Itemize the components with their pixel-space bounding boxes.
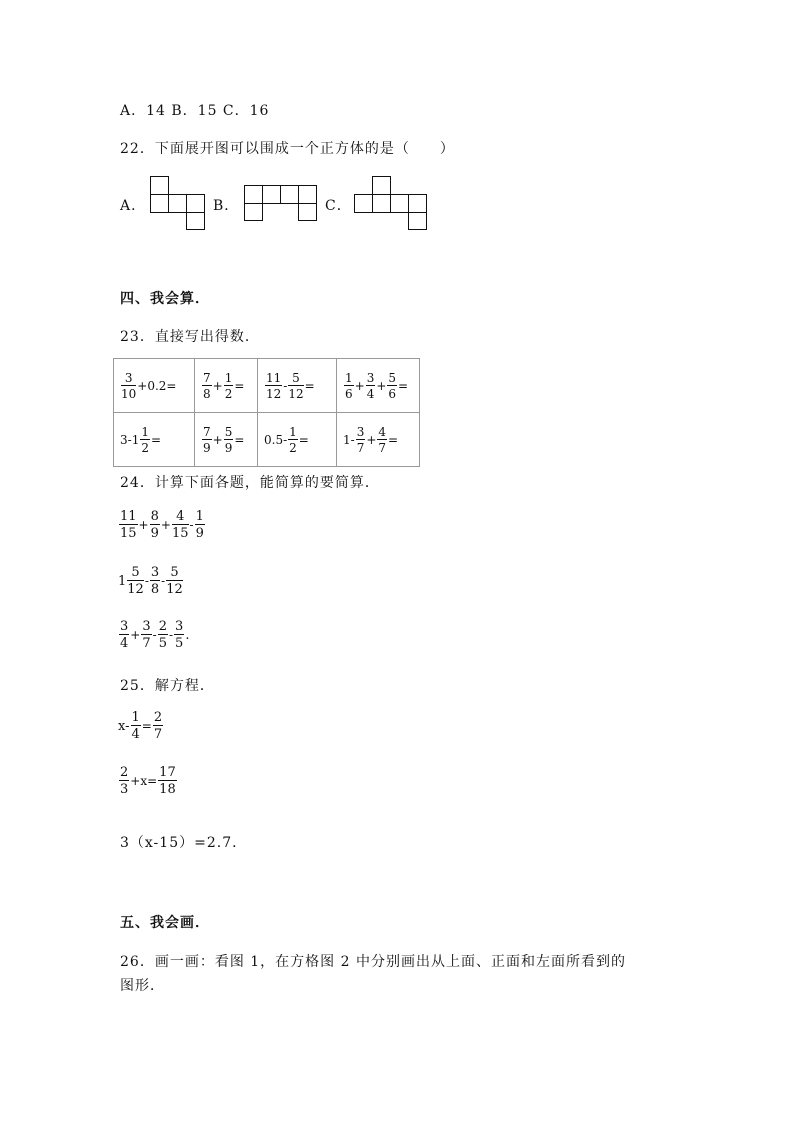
- q22-question: 22．下面展开图可以围成一个正方体的是（ ）: [120, 141, 455, 157]
- q26-question-line-1: 26．画一画：看图 1，在方格图 2 中分别画出从上面、正面和左面所看到的: [120, 954, 626, 970]
- q24-expression-a: $\frac{11}{15}$ + $\frac{8}{9}$ + $\frac{4}{15}$ - $\frac{1}{9}$: [120, 509, 204, 541]
- section-5-heading: 五、我会画．: [120, 915, 210, 931]
- q22-label-a: A．: [120, 198, 147, 214]
- cube-net-c: [354, 176, 428, 230]
- calc-cell: $\frac{7}{8}$ + $\frac{1}{2}$ =: [195, 359, 258, 413]
- q22-label-b: B．: [213, 198, 240, 214]
- q22-label-c: C．: [325, 198, 352, 214]
- q21-options: A．14 B．15 C．16: [120, 103, 270, 119]
- calc-cell: 1- $\frac{3}{7}$ + $\frac{4}{7}$ =: [337, 413, 420, 467]
- calc-cell: $\frac{7}{9}$ + $\frac{5}{9}$ =: [195, 413, 258, 467]
- calc-cell: 0.5- $\frac{1}{2}$ =: [258, 413, 337, 467]
- q25-equation-c: 3（x-15）=2.7．: [120, 835, 248, 851]
- cube-net-b: [244, 185, 318, 221]
- q24-expression-b: 1 $\frac{5}{12}$ - $\frac{3}{8}$ - $\frac{5}{12}$: [118, 565, 183, 597]
- q26-question-line-2: 图形．: [120, 978, 165, 994]
- q25-equation-b: $\frac{2}{3}$ +x= $\frac{17}{18}$: [120, 765, 176, 797]
- mental-math-table: [113, 358, 420, 467]
- section-4-heading: 四、我会算．: [120, 291, 210, 307]
- calc-cell: $\frac{1}{6}$ + $\frac{3}{4}$ + $\frac{5}{6}$ =: [337, 359, 420, 413]
- q25-question: 25．解方程．: [120, 678, 215, 694]
- q23-question: 23．直接写出得数．: [120, 329, 260, 345]
- calc-cell: 3-1 $\frac{1}{2}$ =: [114, 413, 195, 467]
- calc-cell: $\frac{3}{10}$ +0.2=: [114, 359, 195, 413]
- cube-net-a: [150, 176, 206, 230]
- q24-expression-c: $\frac{3}{4}$ + $\frac{3}{7}$ - $\frac{2}{5}$ - $\frac{3}{5}$ .: [120, 619, 190, 651]
- calc-cell: $\frac{11}{12}$ - $\frac{5}{12}$ =: [258, 359, 337, 413]
- q25-equation-a: x- $\frac{1}{4}$ = $\frac{2}{7}$: [118, 710, 163, 742]
- q24-question: 24．计算下面各题，能简算的要简算．: [120, 475, 380, 491]
